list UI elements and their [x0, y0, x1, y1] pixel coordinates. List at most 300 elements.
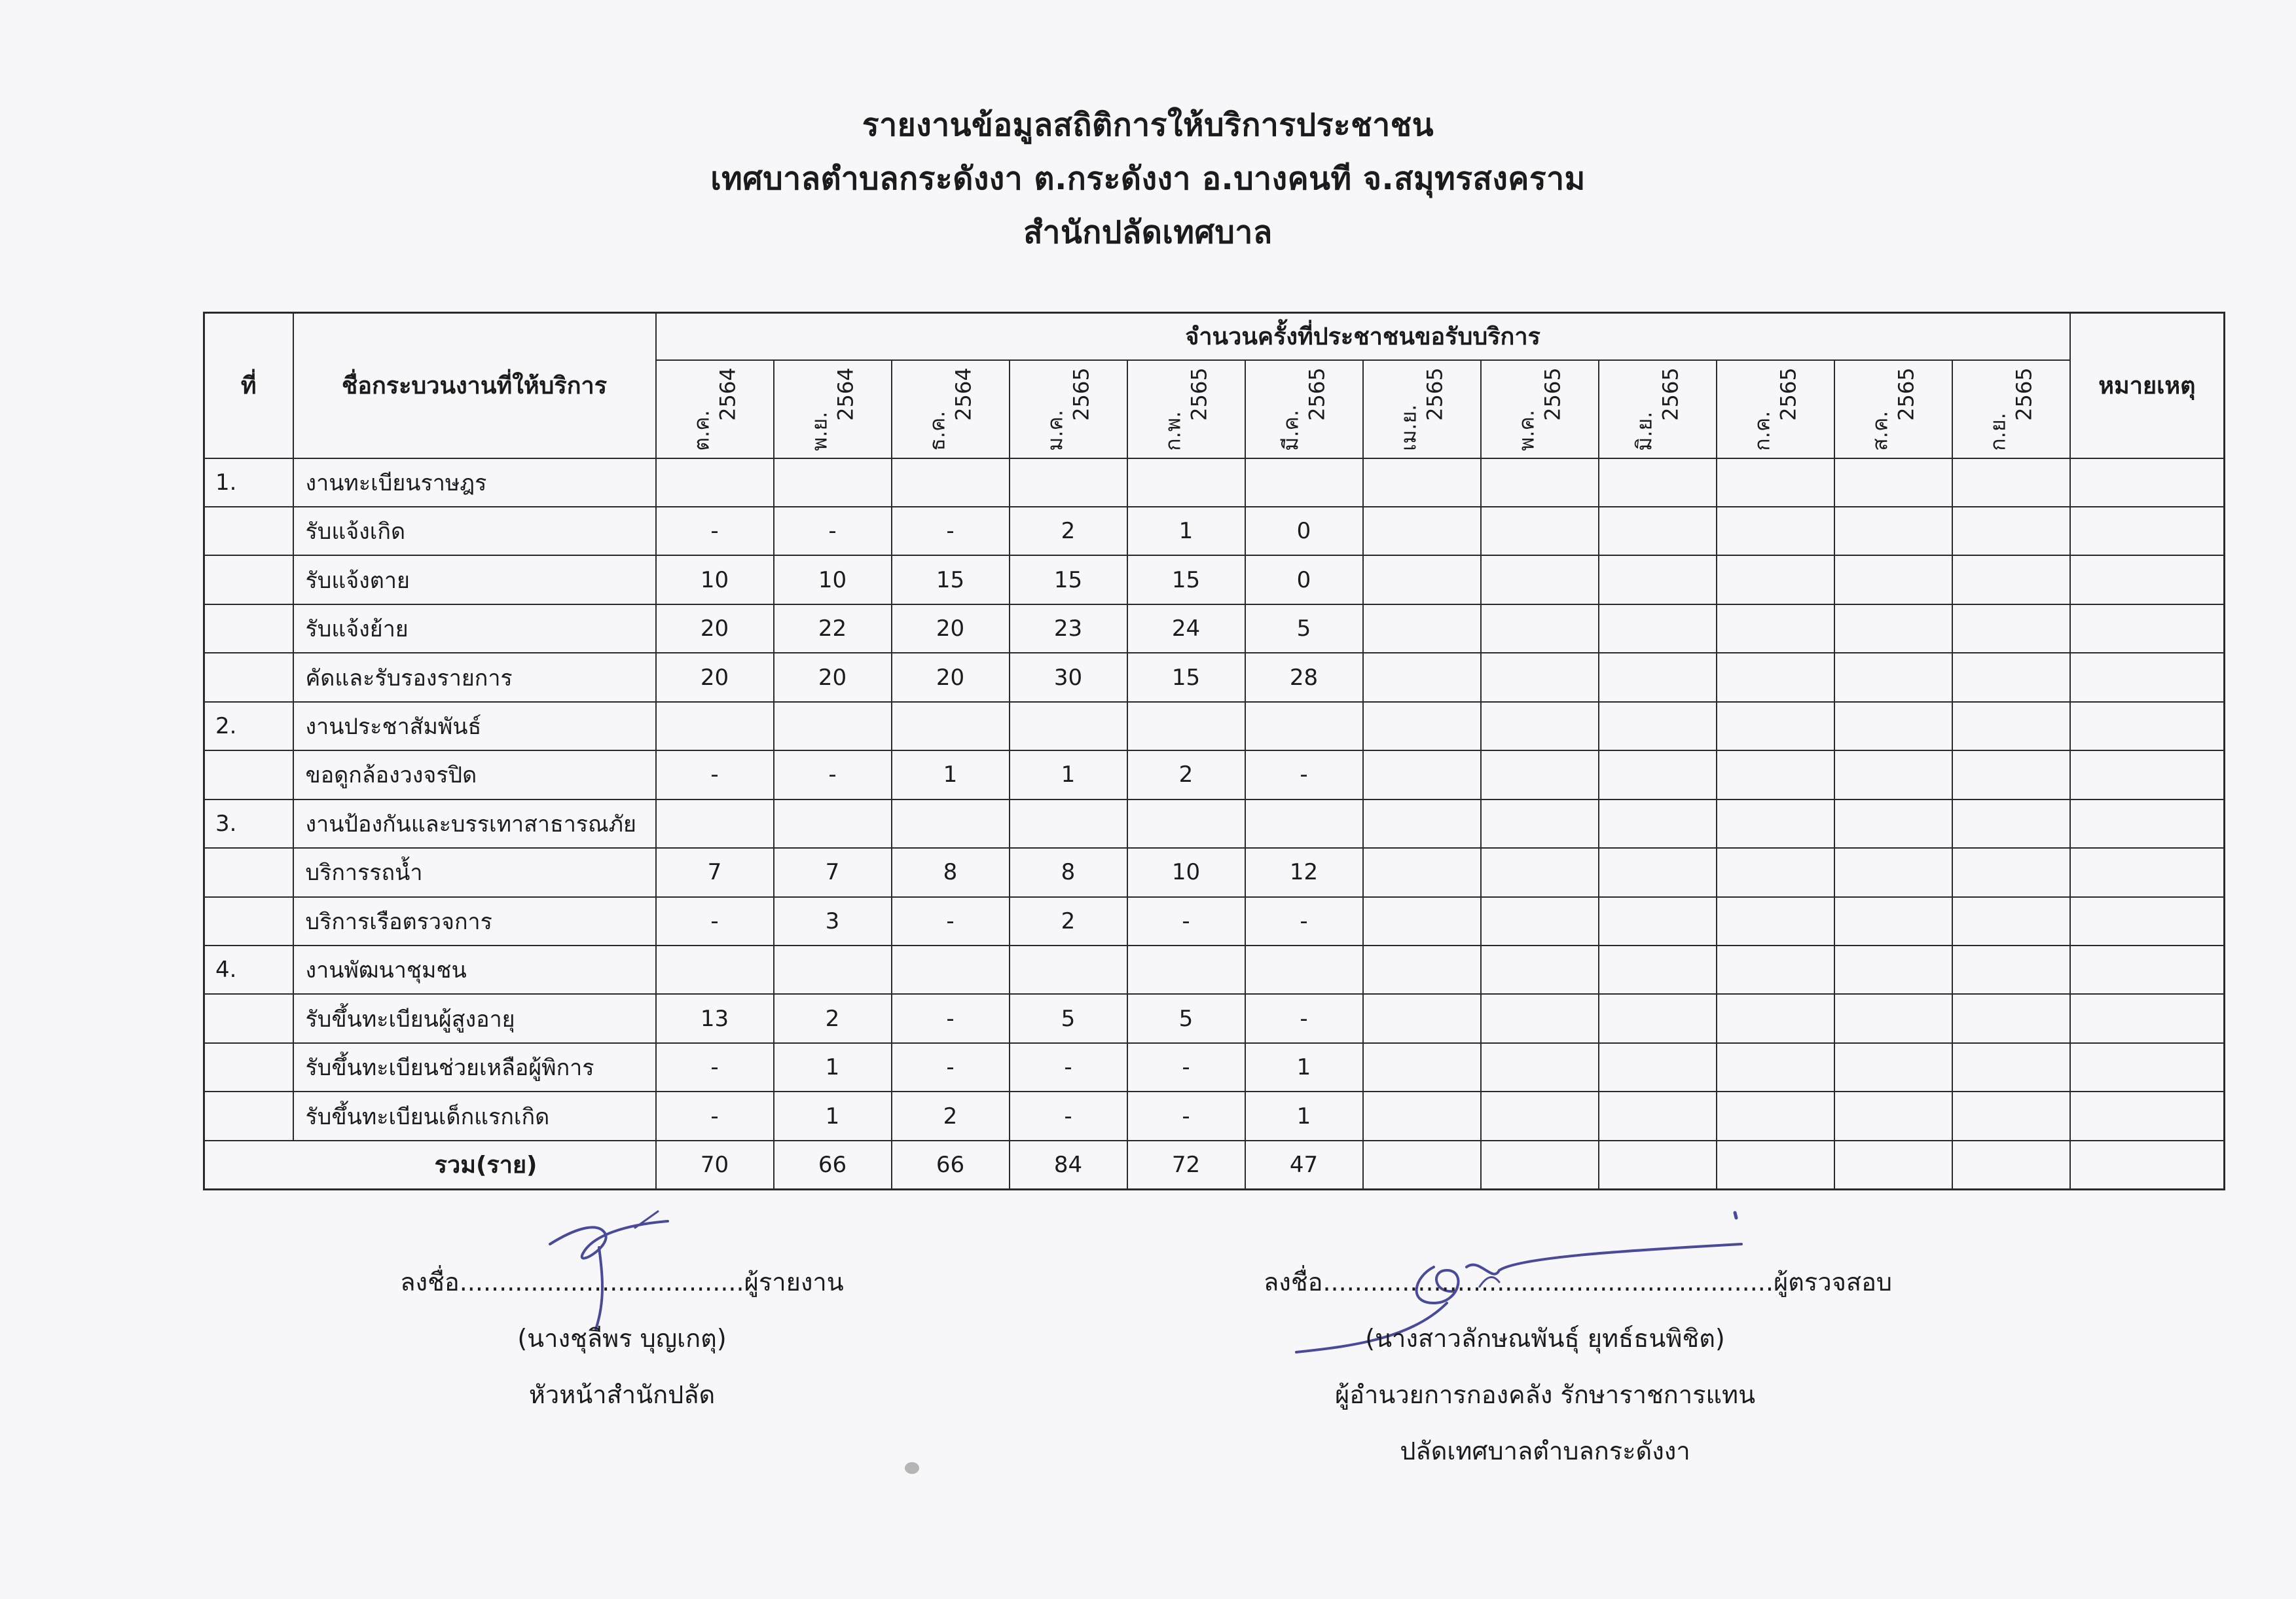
- month-value-cell: [1717, 702, 1834, 750]
- month-value-cell: 24: [1127, 604, 1245, 653]
- month-value-cell: [1363, 702, 1481, 750]
- month-value-cell: 5: [1010, 994, 1127, 1042]
- total-value-cell: [1952, 1141, 2070, 1190]
- total-value-cell: [1363, 1141, 1481, 1190]
- month-value-cell: [774, 946, 892, 994]
- month-year: 2565: [2011, 367, 2037, 421]
- month-value-cell: [1127, 800, 1245, 848]
- month-value-cell: 8: [892, 848, 1010, 896]
- month-value-cell: 0: [1245, 507, 1363, 555]
- table-row: [204, 702, 2225, 750]
- month-label: [807, 367, 859, 450]
- month-value-cell: 7: [656, 848, 774, 896]
- month-value-cell: 2: [774, 994, 892, 1042]
- header-service-count: จำนวนครั้งที่ประชาชนขอรับบริการ: [656, 313, 2070, 360]
- month-value-cell: [1127, 946, 1245, 994]
- month-label: [1042, 367, 1095, 450]
- month-value-cell: [1952, 702, 2070, 750]
- month-value-cell: 2: [1010, 897, 1127, 946]
- remark-cell: [2070, 994, 2225, 1042]
- remark-cell: [2070, 555, 2225, 604]
- remark-cell: [2070, 458, 2225, 507]
- month-value-cell: [1717, 946, 1834, 994]
- month-value-cell: 2: [1010, 507, 1127, 555]
- month-label: [689, 367, 741, 450]
- row-number: [204, 750, 293, 799]
- total-label: รวม(ราย): [204, 1141, 656, 1190]
- month-abbr: มี.ค.: [1278, 409, 1303, 451]
- month-value-cell: -: [892, 994, 1010, 1042]
- month-value-cell: [656, 458, 774, 507]
- month-value-cell: [1599, 507, 1717, 555]
- row-number: 3.: [204, 800, 293, 848]
- month-value-cell: 0: [1245, 555, 1363, 604]
- total-value-cell: [1834, 1141, 1952, 1190]
- month-value-cell: [1717, 604, 1834, 653]
- month-value-cell: 2: [1127, 750, 1245, 799]
- remark-cell: [2070, 702, 2225, 750]
- month-value-cell: 1: [1127, 507, 1245, 555]
- month-header: [1952, 360, 2070, 458]
- row-number: 1.: [204, 458, 293, 507]
- month-year: 2564: [833, 367, 858, 421]
- table-row: [204, 653, 2225, 701]
- total-value-cell: 84: [1010, 1141, 1127, 1190]
- month-abbr: พ.ย.: [807, 411, 832, 451]
- month-value-cell: [1599, 994, 1717, 1042]
- month-abbr: ธ.ค.: [924, 410, 950, 451]
- table-row: [204, 1043, 2225, 1092]
- month-header: [1245, 360, 1363, 458]
- month-value-cell: [1717, 1043, 1834, 1092]
- reporter-name: (นางชุลีพร บุญเกตุ): [517, 1324, 727, 1353]
- month-value-cell: [1481, 604, 1599, 653]
- month-abbr: ก.ย.: [1985, 412, 2011, 451]
- month-value-cell: [892, 800, 1010, 848]
- month-value-cell: [1952, 1043, 2070, 1092]
- process-name: รับขึ้นทะเบียนเด็กแรกเกิด: [293, 1092, 656, 1140]
- month-header: [892, 360, 1010, 458]
- month-value-cell: [1363, 946, 1481, 994]
- header-no: ที่: [204, 313, 293, 458]
- month-label: [1867, 367, 1920, 450]
- month-value-cell: -: [892, 507, 1010, 555]
- remark-cell: [2070, 848, 2225, 896]
- month-value-cell: [1363, 555, 1481, 604]
- total-value-cell: 47: [1245, 1141, 1363, 1190]
- month-value-cell: -: [1245, 897, 1363, 946]
- month-label: [1631, 367, 1684, 450]
- month-value-cell: [1245, 800, 1363, 848]
- month-value-cell: [1127, 458, 1245, 507]
- table-row: [204, 946, 2225, 994]
- month-value-cell: 13: [656, 994, 774, 1042]
- month-header: [656, 360, 774, 458]
- month-year: 2564: [951, 367, 976, 421]
- month-value-cell: [1481, 1043, 1599, 1092]
- remark-cell: [2070, 507, 2225, 555]
- row-number: 4.: [204, 946, 293, 994]
- month-value-cell: [1717, 897, 1834, 946]
- month-value-cell: [1481, 555, 1599, 604]
- table-row: [204, 800, 2225, 848]
- month-abbr: มิ.ย.: [1631, 411, 1657, 451]
- month-value-cell: 10: [774, 555, 892, 604]
- month-value-cell: [1834, 750, 1952, 799]
- month-value-cell: 20: [892, 653, 1010, 701]
- total-value-cell: [1717, 1141, 1834, 1190]
- month-abbr: เม.ย.: [1396, 404, 1421, 451]
- inspector-position-2: ปลัดเทศบาลตำบลกระดังงา: [1400, 1437, 1690, 1465]
- month-value-cell: -: [1010, 1043, 1127, 1092]
- month-value-cell: [1010, 702, 1127, 750]
- remark-cell: [2070, 604, 2225, 653]
- month-value-cell: [1717, 994, 1834, 1042]
- remark-cell: [2070, 800, 2225, 848]
- process-name: รับแจ้งเกิด: [293, 507, 656, 555]
- month-value-cell: [1952, 897, 2070, 946]
- month-value-cell: [1481, 750, 1599, 799]
- month-value-cell: 1: [1010, 750, 1127, 799]
- process-name: งานประชาสัมพันธ์: [293, 702, 656, 750]
- month-value-cell: [1717, 800, 1834, 848]
- month-value-cell: 1: [1245, 1043, 1363, 1092]
- month-abbr: พ.ค.: [1514, 409, 1539, 451]
- remark-cell: [2070, 1141, 2225, 1190]
- process-name: ขอดูกล้องวงจรปิด: [293, 750, 656, 799]
- paper-smudge: [905, 1462, 919, 1474]
- month-value-cell: 20: [656, 653, 774, 701]
- month-value-cell: [1599, 848, 1717, 896]
- month-value-cell: [1599, 458, 1717, 507]
- table-row: [204, 848, 2225, 896]
- table-row: [204, 994, 2225, 1042]
- month-value-cell: [1834, 604, 1952, 653]
- table-row: [204, 1092, 2225, 1140]
- total-value-cell: 70: [656, 1141, 774, 1190]
- month-abbr: ม.ค.: [1042, 409, 1068, 451]
- process-name: รับขึ้นทะเบียนช่วยเหลือผู้พิการ: [293, 1043, 656, 1092]
- month-value-cell: 20: [656, 604, 774, 653]
- month-value-cell: -: [656, 507, 774, 555]
- row-number: [204, 1092, 293, 1140]
- month-label: [1278, 367, 1330, 450]
- month-value-cell: [1717, 555, 1834, 604]
- table-row: [204, 555, 2225, 604]
- month-header: [1599, 360, 1717, 458]
- month-value-cell: 3: [774, 897, 892, 946]
- month-value-cell: [892, 946, 1010, 994]
- inspector-position-1: ผู้อำนวยการกองคลัง รักษาราชการแทน: [1334, 1380, 1756, 1409]
- month-value-cell: [656, 946, 774, 994]
- row-number: [204, 653, 293, 701]
- table-row: [204, 604, 2225, 653]
- month-value-cell: -: [1245, 994, 1363, 1042]
- month-value-cell: [892, 458, 1010, 507]
- inspector-name: (นางสาวลักษณพันธุ์ ยุทธ์ธนพิชิต): [1365, 1324, 1725, 1353]
- process-name: คัดและรับรองรายการ: [293, 653, 656, 701]
- row-number: [204, 848, 293, 896]
- month-value-cell: [1834, 507, 1952, 555]
- total-value-cell: [1599, 1141, 1717, 1190]
- month-year: 2565: [1893, 367, 1919, 421]
- table-row: [204, 458, 2225, 507]
- total-value-cell: 66: [774, 1141, 892, 1190]
- month-value-cell: -: [892, 1043, 1010, 1092]
- month-value-cell: [656, 702, 774, 750]
- month-value-cell: -: [656, 897, 774, 946]
- remark-cell: [2070, 897, 2225, 946]
- month-value-cell: [1363, 800, 1481, 848]
- month-header: [774, 360, 892, 458]
- month-value-cell: [1599, 800, 1717, 848]
- month-value-cell: 15: [1127, 653, 1245, 701]
- month-year: 2565: [1540, 367, 1565, 421]
- month-label: [1160, 367, 1212, 450]
- month-value-cell: [1834, 946, 1952, 994]
- process-name: รับแจ้งตาย: [293, 555, 656, 604]
- month-value-cell: [1363, 1092, 1481, 1140]
- row-number: [204, 1043, 293, 1092]
- month-year: 2564: [715, 367, 740, 421]
- month-value-cell: -: [774, 507, 892, 555]
- title-line-1: รายงานข้อมูลสถิติการให้บริการประชาชน: [862, 107, 1434, 143]
- month-header: [1010, 360, 1127, 458]
- month-value-cell: [1717, 750, 1834, 799]
- title-line-2: เทศบาลตำบลกระดังงา ต.กระดังงา อ.บางคนที จ.สมุทรสงคราม: [710, 160, 1586, 197]
- remark-cell: [2070, 1043, 2225, 1092]
- month-value-cell: [1363, 653, 1481, 701]
- process-name: รับขึ้นทะเบียนผู้สูงอายุ: [293, 994, 656, 1042]
- month-value-cell: 5: [1245, 604, 1363, 653]
- reporter-sign-line: ลงชื่อ....................................ผู้รายงาน: [400, 1268, 844, 1296]
- month-value-cell: [1952, 946, 2070, 994]
- table-row: [204, 750, 2225, 799]
- month-value-cell: 20: [774, 653, 892, 701]
- month-year: 2565: [1186, 367, 1212, 421]
- month-value-cell: [1599, 946, 1717, 994]
- month-value-cell: 15: [892, 555, 1010, 604]
- month-value-cell: 1: [774, 1092, 892, 1140]
- month-value-cell: -: [1127, 1043, 1245, 1092]
- month-value-cell: 1: [892, 750, 1010, 799]
- month-value-cell: 2: [892, 1092, 1010, 1140]
- row-number: [204, 604, 293, 653]
- month-value-cell: [1481, 458, 1599, 507]
- month-value-cell: [1481, 848, 1599, 896]
- month-value-cell: [1834, 458, 1952, 507]
- month-value-cell: 28: [1245, 653, 1363, 701]
- month-value-cell: [1717, 458, 1834, 507]
- process-name: งานป้องกันและบรรเทาสาธารณภัย: [293, 800, 656, 848]
- month-value-cell: 8: [1010, 848, 1127, 896]
- month-value-cell: [1363, 458, 1481, 507]
- month-abbr: ส.ค.: [1867, 410, 1893, 451]
- month-value-cell: 23: [1010, 604, 1127, 653]
- month-year: 2565: [1422, 367, 1448, 421]
- month-value-cell: 5: [1127, 994, 1245, 1042]
- total-value-cell: 66: [892, 1141, 1010, 1190]
- month-value-cell: [1834, 653, 1952, 701]
- month-value-cell: [892, 702, 1010, 750]
- month-header: [1717, 360, 1834, 458]
- month-value-cell: [1245, 946, 1363, 994]
- process-name: บริการรถน้ำ: [293, 848, 656, 896]
- month-header: [1834, 360, 1952, 458]
- process-name: รับแจ้งย้าย: [293, 604, 656, 653]
- month-label: [1514, 367, 1566, 450]
- month-year: 2565: [1304, 367, 1330, 421]
- month-value-cell: 12: [1245, 848, 1363, 896]
- remark-cell: [2070, 653, 2225, 701]
- month-value-cell: [1599, 555, 1717, 604]
- month-value-cell: [1245, 702, 1363, 750]
- month-value-cell: [1481, 897, 1599, 946]
- month-value-cell: [1834, 848, 1952, 896]
- month-value-cell: -: [1127, 1092, 1245, 1140]
- month-value-cell: [1952, 800, 2070, 848]
- month-value-cell: -: [1245, 750, 1363, 799]
- month-value-cell: 15: [1010, 555, 1127, 604]
- process-name: งานพัฒนาชุมชน: [293, 946, 656, 994]
- month-abbr: ก.พ.: [1160, 411, 1186, 451]
- month-year: 2565: [1068, 367, 1094, 421]
- month-label: [1985, 367, 2037, 450]
- month-value-cell: [1717, 848, 1834, 896]
- table-row: [204, 897, 2225, 946]
- reporter-signature-block: [393, 1254, 851, 1423]
- month-year: 2565: [1776, 367, 1801, 421]
- month-value-cell: 22: [774, 604, 892, 653]
- month-value-cell: [1363, 750, 1481, 799]
- month-value-cell: 10: [1127, 848, 1245, 896]
- month-value-cell: [1010, 946, 1127, 994]
- row-number: [204, 507, 293, 555]
- month-year: 2565: [1658, 367, 1683, 421]
- month-value-cell: 15: [1127, 555, 1245, 604]
- inspector-signature-block: [1264, 1254, 1893, 1479]
- header-remark: หมายเหตุ: [2070, 313, 2225, 458]
- month-abbr: ก.ค.: [1749, 411, 1775, 451]
- process-name: งานทะเบียนราษฎร: [293, 458, 656, 507]
- month-value-cell: 7: [774, 848, 892, 896]
- month-value-cell: -: [1010, 1092, 1127, 1140]
- month-value-cell: -: [774, 750, 892, 799]
- month-value-cell: [1363, 994, 1481, 1042]
- month-value-cell: [1952, 555, 2070, 604]
- month-value-cell: [1481, 994, 1599, 1042]
- month-value-cell: [1952, 604, 2070, 653]
- month-value-cell: [1599, 750, 1717, 799]
- month-value-cell: [1010, 458, 1127, 507]
- month-value-cell: [1599, 897, 1717, 946]
- month-value-cell: [1834, 897, 1952, 946]
- month-value-cell: [1599, 1092, 1717, 1140]
- row-number: 2.: [204, 702, 293, 750]
- month-value-cell: [1952, 994, 2070, 1042]
- month-value-cell: [1363, 604, 1481, 653]
- month-value-cell: [1834, 702, 1952, 750]
- month-value-cell: [1010, 800, 1127, 848]
- month-label: [1749, 367, 1802, 450]
- total-row: [204, 1141, 2225, 1190]
- month-value-cell: [1127, 702, 1245, 750]
- remark-cell: [2070, 1092, 2225, 1140]
- month-value-cell: 20: [892, 604, 1010, 653]
- month-value-cell: [1834, 800, 1952, 848]
- month-value-cell: 1: [774, 1043, 892, 1092]
- month-value-cell: -: [1127, 897, 1245, 946]
- row-number: [204, 994, 293, 1042]
- table-body: [204, 458, 2225, 1190]
- month-value-cell: [1952, 507, 2070, 555]
- month-label: [924, 367, 977, 450]
- month-value-cell: [1717, 1092, 1834, 1140]
- month-value-cell: [1481, 1092, 1599, 1140]
- month-value-cell: [1717, 507, 1834, 555]
- month-value-cell: [1363, 1043, 1481, 1092]
- month-value-cell: [1952, 1092, 2070, 1140]
- total-value-cell: [1481, 1141, 1599, 1190]
- month-value-cell: [1363, 848, 1481, 896]
- month-value-cell: -: [892, 897, 1010, 946]
- month-value-cell: -: [656, 1092, 774, 1140]
- month-value-cell: 10: [656, 555, 774, 604]
- total-value-cell: 72: [1127, 1141, 1245, 1190]
- month-value-cell: [1363, 507, 1481, 555]
- title-line-3: สำนักปลัดเทศบาล: [1023, 214, 1273, 251]
- month-value-cell: [1952, 750, 2070, 799]
- month-value-cell: 30: [1010, 653, 1127, 701]
- month-value-cell: [1952, 848, 2070, 896]
- month-abbr: ต.ค.: [689, 409, 714, 451]
- document-title: [0, 98, 2296, 259]
- table-row: [204, 507, 2225, 555]
- inspector-sign-line: ลงชื่อ.........................................................ผู้ตรวจสอบ: [1264, 1268, 1893, 1296]
- month-value-cell: [1481, 800, 1599, 848]
- month-value-cell: [1599, 702, 1717, 750]
- month-value-cell: [1245, 458, 1363, 507]
- month-value-cell: [1717, 653, 1834, 701]
- month-value-cell: [1481, 702, 1599, 750]
- month-value-cell: [1834, 555, 1952, 604]
- remark-cell: [2070, 750, 2225, 799]
- month-header: [1127, 360, 1245, 458]
- month-header: [1363, 360, 1481, 458]
- month-value-cell: -: [656, 750, 774, 799]
- month-value-cell: [1599, 653, 1717, 701]
- month-label: [1396, 367, 1448, 450]
- process-name: บริการเรือตรวจการ: [293, 897, 656, 946]
- month-value-cell: [1952, 653, 2070, 701]
- statistics-table: [203, 312, 2225, 1190]
- row-number: [204, 555, 293, 604]
- month-value-cell: [656, 800, 774, 848]
- remark-cell: [2070, 946, 2225, 994]
- row-number: [204, 897, 293, 946]
- month-value-cell: [774, 800, 892, 848]
- month-header: [1481, 360, 1599, 458]
- month-value-cell: [1834, 994, 1952, 1042]
- month-value-cell: [1599, 1043, 1717, 1092]
- month-value-cell: 1: [1245, 1092, 1363, 1140]
- month-value-cell: [1481, 507, 1599, 555]
- month-value-cell: [1834, 1043, 1952, 1092]
- reporter-position: หัวหน้าสำนักปลัด: [528, 1380, 716, 1409]
- month-value-cell: [774, 702, 892, 750]
- month-value-cell: [1952, 458, 2070, 507]
- month-value-cell: [1481, 653, 1599, 701]
